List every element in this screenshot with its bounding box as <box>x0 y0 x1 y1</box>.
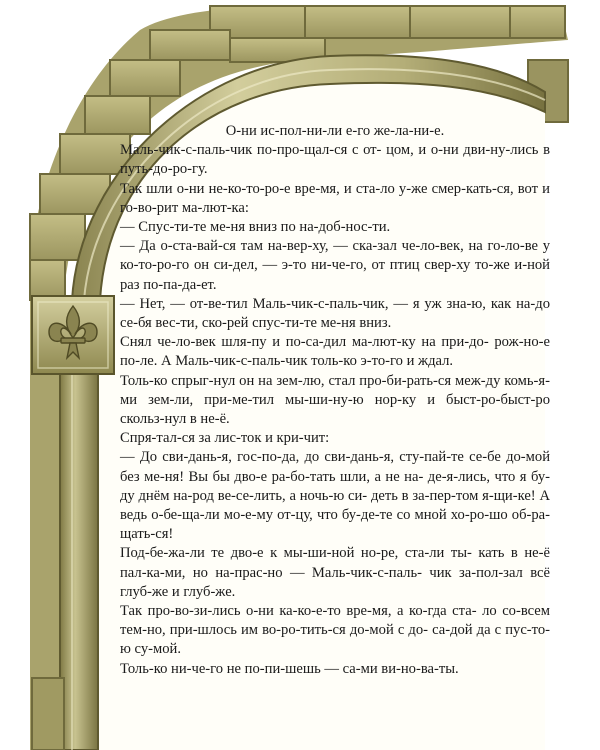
story-paragraph <box>120 544 550 602</box>
story-line: кать в не-ё пал-ка-ми, но на-прас-но — Маль-чик-с-паль- <box>120 545 550 581</box>
story-line: Так про-во-зи-лись о-ни ка-ко-е-то вре-мя, а ко-гда ста- <box>120 603 477 620</box>
story-line: са-дой да с пус-то-ю су-мой. <box>120 622 551 658</box>
story-paragraph <box>120 295 550 333</box>
story-line: свер-ху то-же и-ной раз по-па-да-ет. <box>120 257 550 293</box>
story-line: смер-кать-ся, вот и го-во-рит ма-лют-ка: <box>120 180 550 216</box>
story-line: Толь-ко ни-че-го не по-пи-шешь — са-ми ви-но-ва-ты. <box>120 660 459 677</box>
story-line: — Да о-ста-вай-ся там на-вер-ху, — ска-зал че-ло-век, <box>120 238 464 255</box>
story-line: деть в за-пер-том я-щи-ке! А ведь о-бе-ща-ли мо-е-му от-цу, <box>120 487 550 524</box>
story-line: Так шли о-ни не-ко-то-ро-е вре-мя, и ста-ло у-же <box>120 180 428 197</box>
story-paragraph <box>120 141 550 179</box>
story-line: Толь-ко спрыг-нул он на зем-лю, стал про-би-рать-ся <box>120 372 452 389</box>
story-line: Маль-чик-с-паль-чик по-про-щал-ся с от- <box>120 142 382 159</box>
story-paragraph <box>120 122 550 141</box>
story-paragraph <box>120 218 550 237</box>
story-line: ло со-всем тем-но, при-шлось им во-ро-тить-ся до-мой с до- <box>120 603 550 639</box>
story-line: на го-ло-ве у ко-то-ро-го он си-дел, — э-то ни-че-го, от птиц <box>120 238 550 274</box>
story-paragraph <box>120 602 550 660</box>
story-line: — Нет, — от-ве-тил Маль-чик-с-паль-чик, — я уж зна-ю, <box>120 295 486 312</box>
story-paragraph <box>120 429 550 448</box>
story-line: как на-до се-бя вес-ти, ско-рей спус-ти-те ме-ня вниз. <box>120 295 550 332</box>
story-line: Спря-тал-ся за лис-ток и кри-чит: <box>120 430 330 447</box>
story-text <box>120 122 550 679</box>
story-paragraph <box>120 333 550 371</box>
story-line: де-я-лись, что я бу-ду днём на-род ве-се-лить, а ночь-ю си- <box>120 468 550 504</box>
story-line: и ждал. <box>406 353 454 370</box>
story-paragraph <box>120 372 550 430</box>
story-line: рож-но-е по-ле. А Маль-чик-с-паль-чик толь-ко э-то-го <box>120 334 550 370</box>
story-line: что бу-де-те со мной хо-ро-шо об-ра-щать-ся! <box>120 507 550 543</box>
story-line: Под-бе-жа-ли те дво-е к мы-ши-ной но-ре, ста-ли ты- <box>120 545 472 562</box>
story-line: Снял че-ло-век шля-пу и по-са-дил ма-лют-ку на при-до- <box>120 334 489 351</box>
story-line: О-ни ис-пол-ни-ли е-го же-ла-ни-е. <box>225 123 445 139</box>
story-paragraph <box>120 237 550 295</box>
story-line: быст-ро-быст-ро скольз-нул в не-ё. <box>120 391 550 428</box>
story-paragraph <box>120 660 550 679</box>
story-line: чик за-пол-зал всё глуб-же и глуб-же. <box>120 564 550 600</box>
story-line: се-бе до-мой без ме-ня! Вы бы дво-е ра-бо-тать шли, а не на- <box>120 449 551 485</box>
story-paragraph <box>120 180 550 218</box>
story-line: — Спус-ти-те ме-ня вниз по на-доб-нос-ти. <box>120 219 391 236</box>
story-line: — До сви-дань-я, гос-по-да, до сви-дань-я, сту-пай-те <box>120 449 464 466</box>
story-paragraph <box>120 448 550 544</box>
story-line: цом, и о-ни дви-ну-лись в путь-до-ро-гу. <box>120 142 550 178</box>
story-line: меж-ду комь-я-ми зем-ли, при-ме-тил мы-ши-ну-ю нор-ку и <box>120 372 550 408</box>
